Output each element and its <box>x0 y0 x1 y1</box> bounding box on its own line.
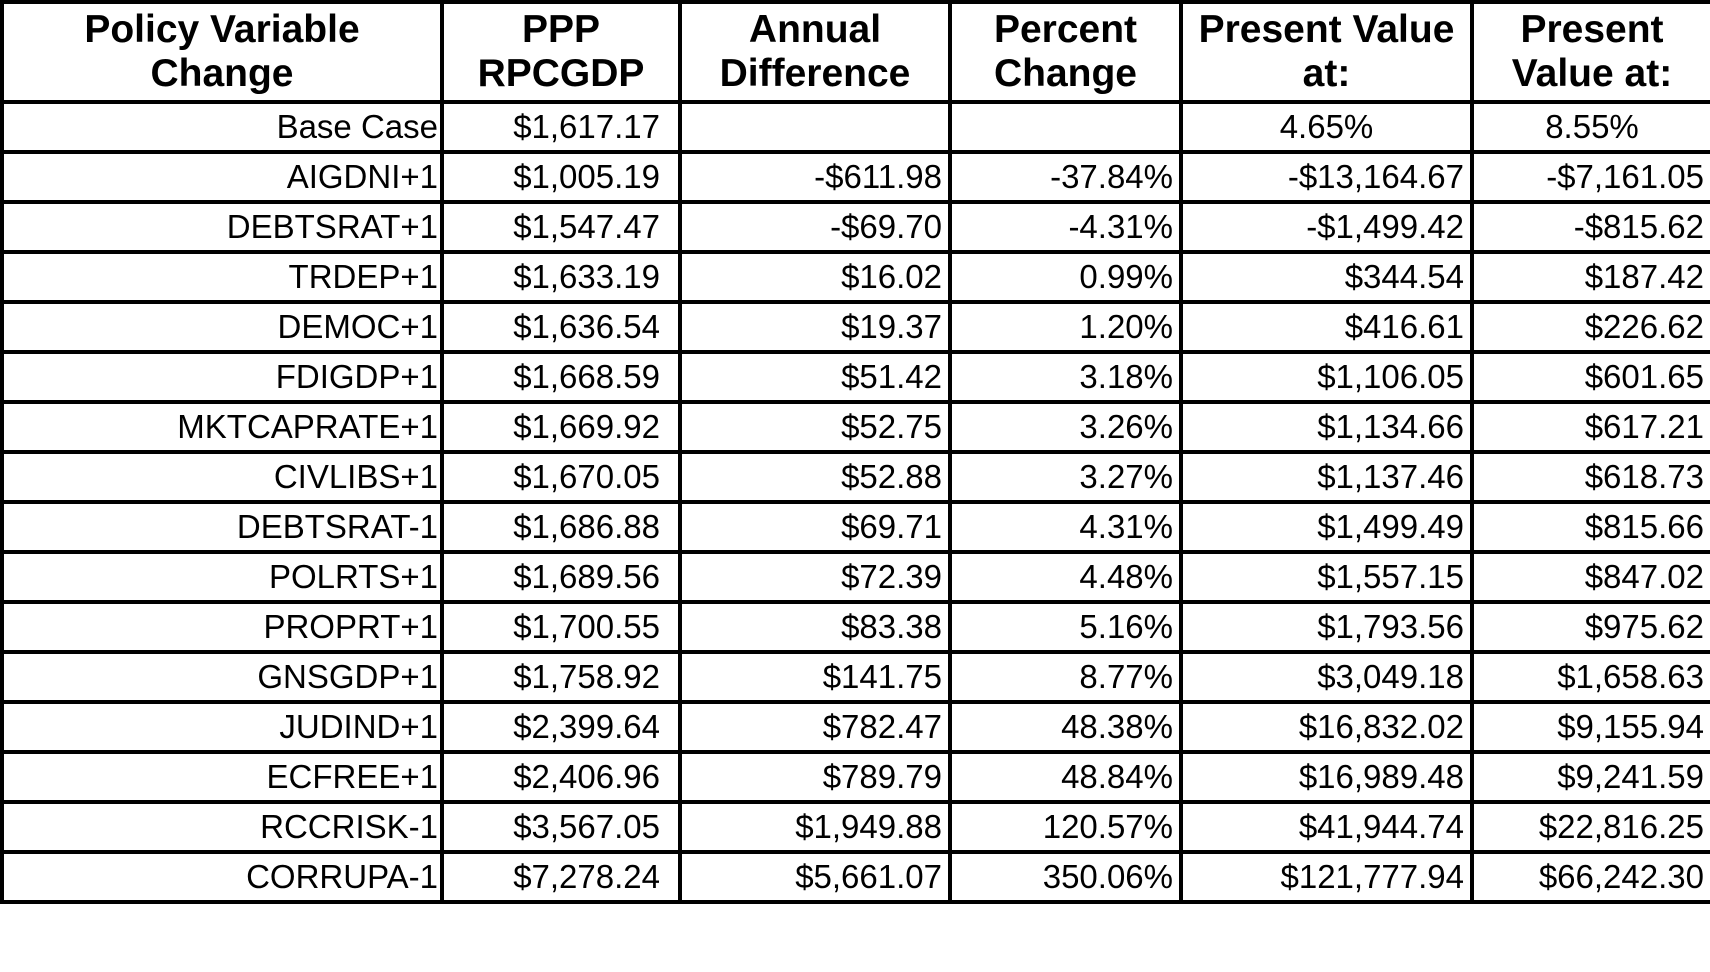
policy-variable-cell: GNSGDP+1 <box>2 652 442 702</box>
annual-difference-cell: $69.71 <box>680 502 950 552</box>
ppp-rpcgdp-cell: $1,689.56 <box>442 552 680 602</box>
header-ppp-rpcgdp: PPP RPCGDP <box>442 2 680 102</box>
ppp-rpcgdp-cell: $1,668.59 <box>442 352 680 402</box>
present-value-2-cell: $815.66 <box>1472 502 1710 552</box>
policy-variable-cell: JUDIND+1 <box>2 702 442 752</box>
base-case-pv-rate-1: 4.65% <box>1181 102 1472 152</box>
table-row <box>2 652 1710 702</box>
annual-difference-cell: $52.88 <box>680 452 950 502</box>
present-value-2-cell: $975.62 <box>1472 602 1710 652</box>
ppp-rpcgdp-cell: $1,670.05 <box>442 452 680 502</box>
table-row <box>2 252 1710 302</box>
present-value-1-cell: $1,134.66 <box>1181 402 1472 452</box>
policy-variable-cell: CIVLIBS+1 <box>2 452 442 502</box>
table-row <box>2 302 1710 352</box>
table-row <box>2 752 1710 802</box>
base-case-annual-difference <box>680 102 950 152</box>
present-value-1-cell: $1,499.49 <box>1181 502 1472 552</box>
present-value-2-cell: $617.21 <box>1472 402 1710 452</box>
table-row <box>2 152 1710 202</box>
present-value-2-cell: $22,816.25 <box>1472 802 1710 852</box>
percent-change-cell: 48.84% <box>950 752 1181 802</box>
present-value-1-cell: $1,557.15 <box>1181 552 1472 602</box>
annual-difference-cell: $5,661.07 <box>680 852 950 902</box>
annual-difference-cell: $16.02 <box>680 252 950 302</box>
ppp-rpcgdp-cell: $1,700.55 <box>442 602 680 652</box>
present-value-1-cell: $3,049.18 <box>1181 652 1472 702</box>
ppp-rpcgdp-cell: $3,567.05 <box>442 802 680 852</box>
policy-variable-cell: POLRTS+1 <box>2 552 442 602</box>
present-value-1-cell: $16,832.02 <box>1181 702 1472 752</box>
table-row <box>2 852 1710 902</box>
annual-difference-cell: $72.39 <box>680 552 950 602</box>
present-value-2-cell: $187.42 <box>1472 252 1710 302</box>
ppp-rpcgdp-cell: $2,406.96 <box>442 752 680 802</box>
percent-change-cell: 3.26% <box>950 402 1181 452</box>
ppp-rpcgdp-cell: $1,686.88 <box>442 502 680 552</box>
policy-variable-cell: FDIGDP+1 <box>2 352 442 402</box>
policy-variable-cell: TRDEP+1 <box>2 252 442 302</box>
present-value-1-cell: $344.54 <box>1181 252 1472 302</box>
present-value-2-cell: $9,155.94 <box>1472 702 1710 752</box>
present-value-2-cell: -$815.62 <box>1472 202 1710 252</box>
percent-change-cell: 0.99% <box>950 252 1181 302</box>
annual-difference-cell: $52.75 <box>680 402 950 452</box>
table-row <box>2 552 1710 602</box>
table-row <box>2 352 1710 402</box>
header-row <box>2 2 1710 102</box>
annual-difference-cell: -$611.98 <box>680 152 950 202</box>
percent-change-cell: 3.18% <box>950 352 1181 402</box>
ppp-rpcgdp-cell: $7,278.24 <box>442 852 680 902</box>
present-value-1-cell: $1,106.05 <box>1181 352 1472 402</box>
annual-difference-cell: $782.47 <box>680 702 950 752</box>
ppp-rpcgdp-cell: $2,399.64 <box>442 702 680 752</box>
base-case-row <box>2 102 1710 152</box>
policy-variable-cell: CORRUPA-1 <box>2 852 442 902</box>
percent-change-cell: 3.27% <box>950 452 1181 502</box>
base-case-label: Base Case <box>2 102 442 152</box>
header-present-value-2: Present Value at: <box>1472 2 1710 102</box>
table-row <box>2 202 1710 252</box>
table-row <box>2 502 1710 552</box>
table-row <box>2 402 1710 452</box>
header-percent-change: Percent Change <box>950 2 1181 102</box>
present-value-2-cell: $9,241.59 <box>1472 752 1710 802</box>
percent-change-cell: -37.84% <box>950 152 1181 202</box>
present-value-1-cell: $16,989.48 <box>1181 752 1472 802</box>
present-value-1-cell: -$1,499.42 <box>1181 202 1472 252</box>
table-row <box>2 602 1710 652</box>
header-annual-difference: Annual Difference <box>680 2 950 102</box>
header-policy-variable-change: Policy Variable Change <box>2 2 442 102</box>
present-value-1-cell: $1,137.46 <box>1181 452 1472 502</box>
policy-variable-cell: DEBTSRAT+1 <box>2 202 442 252</box>
policy-variable-cell: DEBTSRAT-1 <box>2 502 442 552</box>
percent-change-cell: 120.57% <box>950 802 1181 852</box>
annual-difference-cell: $83.38 <box>680 602 950 652</box>
present-value-2-cell: -$7,161.05 <box>1472 152 1710 202</box>
ppp-rpcgdp-cell: $1,547.47 <box>442 202 680 252</box>
percent-change-cell: 5.16% <box>950 602 1181 652</box>
base-case-ppp: $1,617.17 <box>442 102 680 152</box>
policy-variable-cell: AIGDNI+1 <box>2 152 442 202</box>
base-case-percent-change <box>950 102 1181 152</box>
ppp-rpcgdp-cell: $1,669.92 <box>442 402 680 452</box>
present-value-2-cell: $66,242.30 <box>1472 852 1710 902</box>
base-case-pv-rate-2: 8.55% <box>1472 102 1710 152</box>
policy-variable-cell: ECFREE+1 <box>2 752 442 802</box>
annual-difference-cell: $51.42 <box>680 352 950 402</box>
percent-change-cell: 4.48% <box>950 552 1181 602</box>
present-value-2-cell: $601.65 <box>1472 352 1710 402</box>
policy-variable-cell: DEMOC+1 <box>2 302 442 352</box>
present-value-1-cell: $1,793.56 <box>1181 602 1472 652</box>
present-value-1-cell: $416.61 <box>1181 302 1472 352</box>
annual-difference-cell: $19.37 <box>680 302 950 352</box>
present-value-2-cell: $618.73 <box>1472 452 1710 502</box>
table-row <box>2 702 1710 752</box>
present-value-1-cell: $121,777.94 <box>1181 852 1472 902</box>
table-row <box>2 802 1710 852</box>
ppp-rpcgdp-cell: $1,758.92 <box>442 652 680 702</box>
table-row <box>2 452 1710 502</box>
present-value-1-cell: -$13,164.67 <box>1181 152 1472 202</box>
percent-change-cell: 8.77% <box>950 652 1181 702</box>
annual-difference-cell: $789.79 <box>680 752 950 802</box>
annual-difference-cell: $141.75 <box>680 652 950 702</box>
percent-change-cell: 1.20% <box>950 302 1181 352</box>
ppp-rpcgdp-cell: $1,633.19 <box>442 252 680 302</box>
annual-difference-cell: $1,949.88 <box>680 802 950 852</box>
percent-change-cell: 4.31% <box>950 502 1181 552</box>
ppp-rpcgdp-cell: $1,636.54 <box>442 302 680 352</box>
policy-variable-cell: MKTCAPRATE+1 <box>2 402 442 452</box>
header-present-value-1: Present Value at: <box>1181 2 1472 102</box>
policy-variable-cell: PROPRT+1 <box>2 602 442 652</box>
annual-difference-cell: -$69.70 <box>680 202 950 252</box>
present-value-2-cell: $847.02 <box>1472 552 1710 602</box>
present-value-2-cell: $1,658.63 <box>1472 652 1710 702</box>
ppp-rpcgdp-cell: $1,005.19 <box>442 152 680 202</box>
present-value-1-cell: $41,944.74 <box>1181 802 1472 852</box>
policy-variable-cell: RCCRISK-1 <box>2 802 442 852</box>
present-value-2-cell: $226.62 <box>1472 302 1710 352</box>
percent-change-cell: 350.06% <box>950 852 1181 902</box>
percent-change-cell: -4.31% <box>950 202 1181 252</box>
percent-change-cell: 48.38% <box>950 702 1181 752</box>
